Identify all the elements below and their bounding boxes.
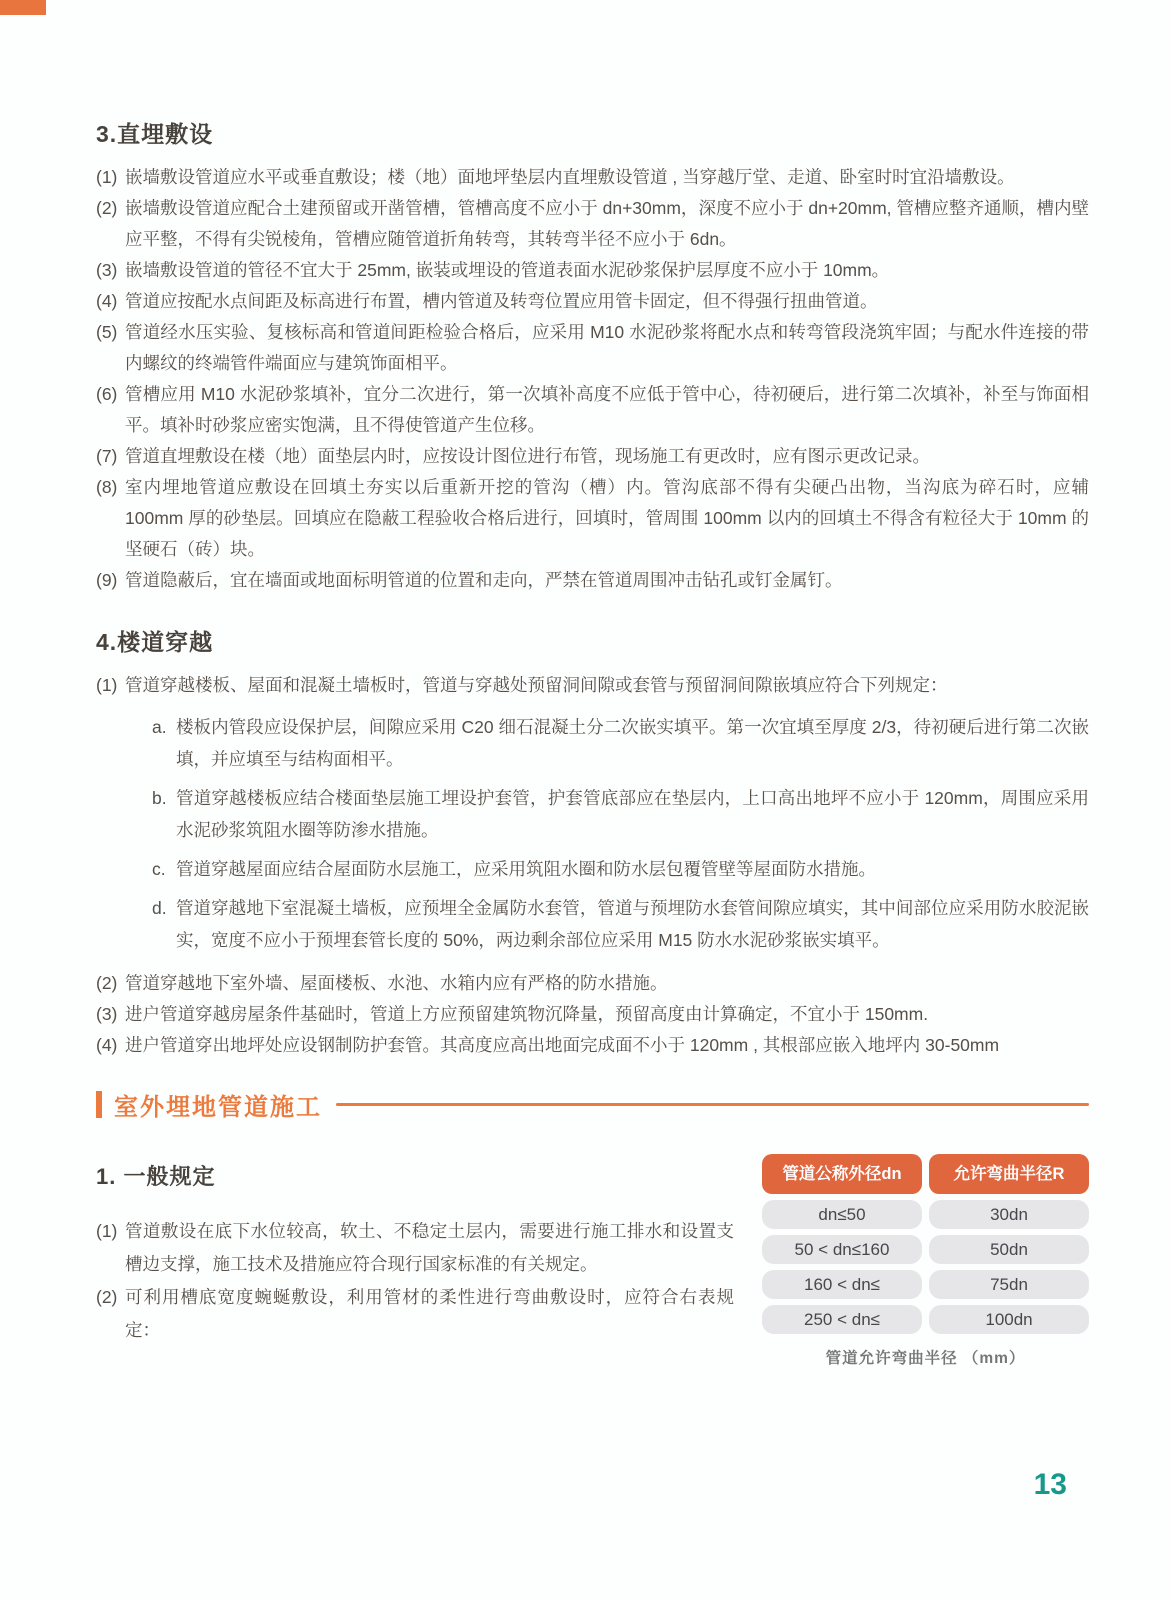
item-letter: d. <box>152 898 167 918</box>
list-item <box>96 193 1089 255</box>
item-text: 室内埋地管道应敷设在回填土夯实以后重新开挖的管沟（槽）内。管沟底部不得有尖硬凸出物，当沟底为碎石时，应辅 100mm 厚的砂垫层。回填应在隐蔽工程验收合格后进行，回填时，管周围 100mm 以内的回填土不得含有粒径大于 10mm 的坚硬石（砖）块。 <box>125 477 1089 559</box>
item-text: 管道敷设在底下水位较高，软土、不稳定土层内，需要进行施工排水和设置支槽边支撑，施工技术及措施应符合现行国家标准的有关规定。 <box>125 1221 734 1274</box>
table-cell: 50dn <box>929 1235 1089 1264</box>
bend-radius-table-column <box>762 1146 1089 1368</box>
outdoor-section-header <box>96 1087 1089 1122</box>
item-text: 管道穿越地下室外墙、屋面楼板、水池、水箱内应有严格的防水措施。 <box>125 973 668 993</box>
general-rules-list <box>96 1215 734 1347</box>
section4-list-cont <box>96 968 1089 1061</box>
section4-sublist <box>152 711 1089 956</box>
item-number: (4) <box>96 1035 118 1055</box>
table-cell: 250 < dn≤ <box>762 1305 922 1334</box>
list-item <box>96 999 1089 1030</box>
item-letter: b. <box>152 788 167 808</box>
sub-list-item <box>152 711 1089 775</box>
list-item <box>96 1215 734 1281</box>
list-item <box>96 255 1089 286</box>
item-text: 楼板内管段应设保护层，间隙应采用 C20 细石混凝土分二次嵌实填平。第一次宜填至厚度 2/3，待初硬后进行第二次嵌填，并应填至与结构面相平。 <box>176 717 1089 769</box>
item-text: 管道直埋敷设在楼（地）面垫层内时，应按设计图位进行布管，现场施工有更改时，应有图示更改记录。 <box>125 446 930 466</box>
bend-radius-table <box>762 1154 1089 1334</box>
item-number: (9) <box>96 570 118 590</box>
table-header-r: 允许弯曲半径R <box>929 1154 1089 1194</box>
page-content <box>96 116 1089 1368</box>
item-number: (2) <box>96 198 118 218</box>
sub-list-item <box>152 853 1089 885</box>
item-number: (5) <box>96 322 118 342</box>
accent-rule <box>336 1103 1089 1106</box>
list-item <box>96 1030 1089 1061</box>
list-item <box>96 441 1089 472</box>
item-number: (8) <box>96 477 118 497</box>
item-number: (7) <box>96 446 118 466</box>
page-number: 13 <box>1033 1468 1067 1501</box>
general-rules-column <box>96 1146 734 1368</box>
list-item <box>96 379 1089 441</box>
table-cell: 30dn <box>929 1200 1089 1229</box>
item-text: 嵌墙敷设管道应水平或垂直敷设；楼（地）面地坪垫层内直埋敷设管道 , 当穿越厅堂、走道、卧室时时宜沿墙敷设。 <box>125 167 1015 187</box>
section3-title: 3.直埋敷设 <box>96 121 214 147</box>
item-text: 管道穿越屋面应结合屋面防水层施工，应采用筑阻水圈和防水层包覆管壁等屋面防水措施。 <box>176 859 876 879</box>
table-header-dn: 管道公称外径dn <box>762 1154 922 1194</box>
item-text: 可利用槽底宽度蜿蜒敷设，利用管材的柔性进行弯曲敷设时，应符合右表规定： <box>125 1287 734 1340</box>
item-text: 管道隐蔽后，宜在墙面或地面标明管道的位置和走向，严禁在管道周围冲击钻孔或钉金属钉。 <box>125 570 843 590</box>
item-text: 进户管道穿越房屋条件基础时，管道上方应预留建筑物沉降量，预留高度由计算确定，不宜小于 150mm. <box>125 1004 929 1024</box>
general-rules-title: 1. 一般规定 <box>96 1164 216 1189</box>
item-text: 管道穿越楼板应结合楼面垫层施工埋设护套管，护套管底部应在垫层内，上口高出地坪不应小于 120mm，周围应采用水泥砂浆筑阻水圈等防渗水措施。 <box>176 788 1089 840</box>
list-item <box>96 968 1089 999</box>
item-letter: a. <box>152 717 167 737</box>
outdoor-section-title: 室外埋地管道施工 <box>114 1094 322 1121</box>
table-row <box>762 1235 1089 1264</box>
item-text: 管道应按配水点间距及标高进行布置，槽内管道及转弯位置应用管卡固定，但不得强行扭曲管道。 <box>125 291 878 311</box>
table-cell: 50 < dn≤160 <box>762 1235 922 1264</box>
table-cell: dn≤50 <box>762 1200 922 1229</box>
list-item <box>96 317 1089 379</box>
item-number: (3) <box>96 1004 118 1024</box>
table-row <box>762 1200 1089 1229</box>
accent-bar <box>96 1091 102 1118</box>
item-text: 进户管道穿出地坪处应设钢制防护套管。其高度应高出地面完成面不小于 120mm , 其根部应嵌入地坪内 30-50mm <box>125 1035 1000 1055</box>
list-item <box>96 472 1089 565</box>
list-item <box>96 670 1089 701</box>
item-number: (3) <box>96 260 118 280</box>
list-item <box>96 286 1089 317</box>
item-text: 管槽应用 M10 水泥砂浆填补，宜分二次进行，第一次填补高度不应低于管中心，待初硬后，进行第二次填补，补至与饰面相平。填补时砂浆应密实饱满，且不得使管道产生位移。 <box>125 384 1089 435</box>
list-item <box>96 162 1089 193</box>
bottom-columns <box>96 1146 1089 1368</box>
item-number: (2) <box>96 973 118 993</box>
item-number: (1) <box>96 675 118 695</box>
item-text: 嵌墙敷设管道的管径不宜大于 25mm, 嵌装或埋设的管道表面水泥砂浆保护层厚度不应小于 10mm。 <box>125 260 890 280</box>
section4-list <box>96 670 1089 701</box>
table-cell: 75dn <box>929 1270 1089 1299</box>
item-text: 嵌墙敷设管道应配合土建预留或开凿管槽，管槽高度不应小于 dn+30mm，深度不应小于 dn+20mm, 管槽应整齐通顺，槽内壁应平整，不得有尖锐棱角，管槽应随管道折角转弯，其转弯半径不应小于 6dn。 <box>125 198 1089 249</box>
list-item <box>96 565 1089 596</box>
page-corner-mark <box>0 0 46 15</box>
item-text: 管道经水压实验、复核标高和管道间距检验合格后，应采用 M10 水泥砂浆将配水点和转弯管段浇筑牢固；与配水件连接的带内螺纹的终端管件端面应与建筑饰面相平。 <box>125 322 1089 373</box>
table-cell: 100dn <box>929 1305 1089 1334</box>
item-text: 管道穿越地下室混凝土墙板，应预埋全金属防水套管，管道与预埋防水套管间隙应填实，其中间部位应采用防水胶泥嵌实，宽度不应小于预埋套管长度的 50%，两边剩余部位应采用 M15 防水水泥砂浆嵌实填平。 <box>176 898 1089 950</box>
item-number: (1) <box>96 1221 118 1241</box>
section3-list <box>96 162 1089 596</box>
table-header-row <box>762 1154 1089 1194</box>
item-text: 管道穿越楼板、屋面和混凝土墙板时，管道与穿越处预留洞间隙或套管与预留洞间隙嵌填应符合下列规定： <box>125 675 948 695</box>
table-row <box>762 1270 1089 1299</box>
section4-title: 4.楼道穿越 <box>96 629 214 655</box>
item-letter: c. <box>152 859 166 879</box>
item-number: (1) <box>96 167 118 187</box>
table-cell: 160 < dn≤ <box>762 1270 922 1299</box>
sub-list-item <box>152 782 1089 846</box>
table-caption: 管道允许弯曲半径 （mm） <box>825 1350 1026 1367</box>
list-item <box>96 1281 734 1347</box>
table-row <box>762 1305 1089 1334</box>
item-number: (2) <box>96 1287 118 1307</box>
sub-list-item <box>152 892 1089 956</box>
item-number: (4) <box>96 291 118 311</box>
item-number: (6) <box>96 384 118 404</box>
